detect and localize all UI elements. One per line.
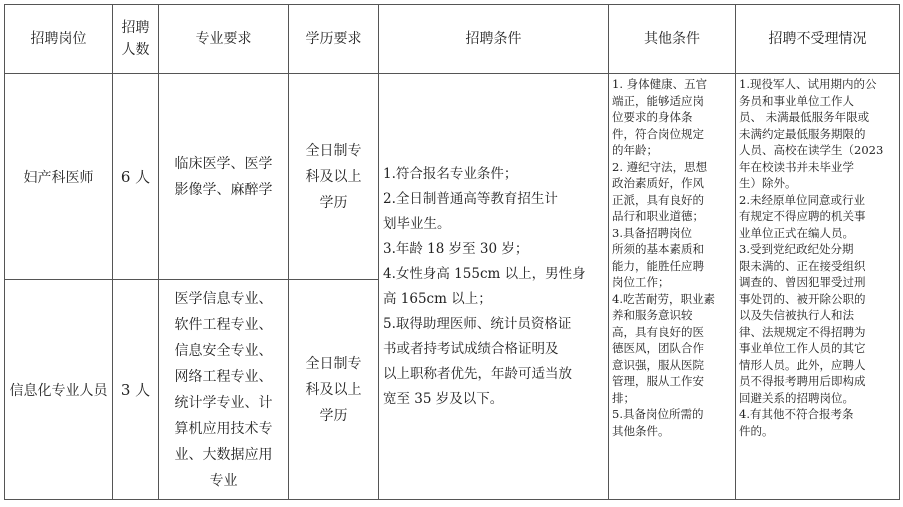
major-line: 专业 bbox=[209, 472, 238, 489]
conditions-line: 4.女性身高 155cm 以上，男性身 bbox=[383, 265, 586, 282]
education-cell bbox=[289, 74, 379, 280]
other-line: 4.吃苦耐劳，职业素 bbox=[612, 291, 715, 306]
other-line: 5.具备岗位所需的 bbox=[612, 407, 704, 421]
major-cell bbox=[159, 280, 289, 500]
education-line: 学历 bbox=[319, 194, 348, 211]
other-line: 品行和职业道德； bbox=[612, 209, 704, 223]
education-line: 科及以上 bbox=[305, 381, 362, 398]
post-cell: 信息化专业人员 bbox=[5, 280, 113, 500]
major-line: 算机应用技术专 bbox=[174, 420, 273, 437]
other-line: 的年龄； bbox=[612, 143, 658, 157]
major-line: 网络工程专业、 bbox=[174, 368, 273, 385]
reject-line: 以及失信被执行人和法 bbox=[739, 308, 854, 322]
reject-line: 调查的、曾因犯罪受过刑 bbox=[739, 275, 866, 289]
other-line: 端正，能够适应岗 bbox=[612, 93, 704, 108]
reject-line: 限未满的、正在接受组织 bbox=[739, 258, 866, 273]
reject-line: 律、法规规定不得招聘为 bbox=[739, 324, 866, 339]
header-post: 招聘岗位 bbox=[5, 5, 113, 74]
reject-line: 事业单位工作人员的其它 bbox=[739, 341, 866, 355]
major-line: 影像学、麻醉学 bbox=[174, 181, 273, 198]
header-education: 学历要求 bbox=[289, 5, 379, 74]
table-row bbox=[5, 74, 900, 280]
major-line: 业、大数据应用 bbox=[174, 446, 273, 463]
conditions-line: 高 165cm 以上； bbox=[383, 290, 492, 307]
conditions-line: 1.符合报名专业条件； bbox=[383, 165, 518, 182]
other-line: 3.具备招聘岗位 bbox=[612, 225, 692, 240]
reject-line: 2.未经原单位同意或行业 bbox=[739, 192, 865, 207]
count-cell: 3 人 bbox=[113, 280, 159, 500]
major-line: 医学信息专业、 bbox=[174, 290, 273, 307]
reject-line: 务员和事业单位工作人 bbox=[739, 93, 854, 108]
conditions-line: 书或者持考试成绩合格证明及 bbox=[383, 340, 559, 357]
header-count bbox=[113, 5, 159, 74]
other-line: 高，具有良好的医 bbox=[612, 324, 704, 339]
reject-line: 4.有其他不符合报考条 bbox=[739, 407, 854, 421]
reject-line: 生）除外。 bbox=[739, 176, 797, 190]
other-line: 位要求的身体条 bbox=[612, 110, 693, 124]
education-line: 学历 bbox=[319, 407, 348, 424]
count-cell: 6 人 bbox=[113, 74, 159, 280]
header-conditions: 招聘条件 bbox=[379, 5, 609, 74]
conditions-line: 以上职称者优先，年龄可适当放 bbox=[383, 365, 572, 382]
conditions-line: 5.取得助理医师、统计员资格证 bbox=[383, 315, 572, 332]
other-line: 管理，服从工作安 bbox=[612, 374, 704, 388]
other-line: 德医风，团队合作 bbox=[612, 341, 704, 355]
conditions-line: 2.全日制普通高等教育招生计 bbox=[383, 190, 558, 207]
header-major: 专业要求 bbox=[159, 5, 289, 74]
major-line: 软件工程专业、 bbox=[174, 316, 273, 333]
post-cell: 妇产科医师 bbox=[5, 74, 113, 280]
other-line: 件，符合岗位规定 bbox=[612, 126, 704, 141]
reject-cell bbox=[736, 74, 900, 500]
other-line: 岗位工作； bbox=[612, 275, 670, 289]
other-line: 其他条件。 bbox=[612, 423, 670, 438]
other-line: 意识强，服从医院 bbox=[612, 357, 704, 372]
other-line: 能力，能胜任应聘 bbox=[612, 258, 704, 273]
reject-line: 有规定不得应聘的机关事 bbox=[739, 209, 866, 223]
header-count-line1: 招聘 bbox=[121, 20, 150, 36]
other-line: 2. 遵纪守法，思想 bbox=[612, 159, 708, 174]
major-line: 临床医学、医学 bbox=[174, 155, 273, 172]
reject-line: 情形人员。此外，应聘人 bbox=[739, 357, 866, 372]
conditions-cell bbox=[379, 74, 609, 500]
conditions-line: 3.年龄 18 岁至 30 岁； bbox=[383, 240, 529, 257]
reject-line: 人员、高校在读学生（2023 bbox=[739, 143, 884, 157]
reject-line: 员、 未满最低服务年限或 bbox=[739, 110, 870, 124]
major-cell bbox=[159, 74, 289, 280]
reject-line: 年在校读书并未毕业学 bbox=[739, 159, 854, 174]
header-count-line2: 人数 bbox=[121, 42, 150, 58]
other-line: 政治素质好，作风 bbox=[612, 176, 704, 190]
header-other: 其他条件 bbox=[609, 5, 736, 74]
reject-line: 业单位正式在编人员。 bbox=[739, 225, 854, 240]
other-line: 正派，具有良好的 bbox=[612, 192, 704, 207]
major-line: 信息安全专业、 bbox=[174, 342, 273, 359]
other-line: 所须的基本素质和 bbox=[612, 242, 704, 256]
reject-line: 事处罚的、被开除公职的 bbox=[739, 291, 866, 306]
other-line: 1. 身体健康、五官 bbox=[612, 77, 708, 91]
education-cell bbox=[289, 280, 379, 500]
header-reject: 招聘不受理情况 bbox=[736, 5, 900, 74]
reject-line: 3.受到党纪政纪处分期 bbox=[739, 242, 854, 256]
recruitment-table bbox=[4, 4, 900, 500]
education-line: 全日制专 bbox=[305, 142, 362, 159]
reject-line: 员不得报考聘用后即构成 bbox=[739, 374, 866, 388]
reject-line: 1.现役军人、试用期内的公 bbox=[739, 77, 877, 91]
education-line: 科及以上 bbox=[305, 168, 362, 185]
other-line: 养和服务意识较 bbox=[612, 308, 693, 322]
other-line: 排； bbox=[612, 390, 635, 405]
conditions-line: 宽至 35 岁及以下。 bbox=[383, 390, 504, 407]
header-row bbox=[5, 5, 900, 74]
major-line: 统计学专业、计 bbox=[174, 394, 273, 411]
reject-line: 未满约定最低服务期限的 bbox=[739, 126, 866, 141]
reject-line: 件的。 bbox=[739, 423, 774, 438]
education-line: 全日制专 bbox=[305, 355, 362, 372]
conditions-line: 划毕业生。 bbox=[383, 215, 451, 232]
reject-line: 回避关系的招聘岗位。 bbox=[739, 390, 854, 405]
other-conditions-cell bbox=[609, 74, 736, 500]
